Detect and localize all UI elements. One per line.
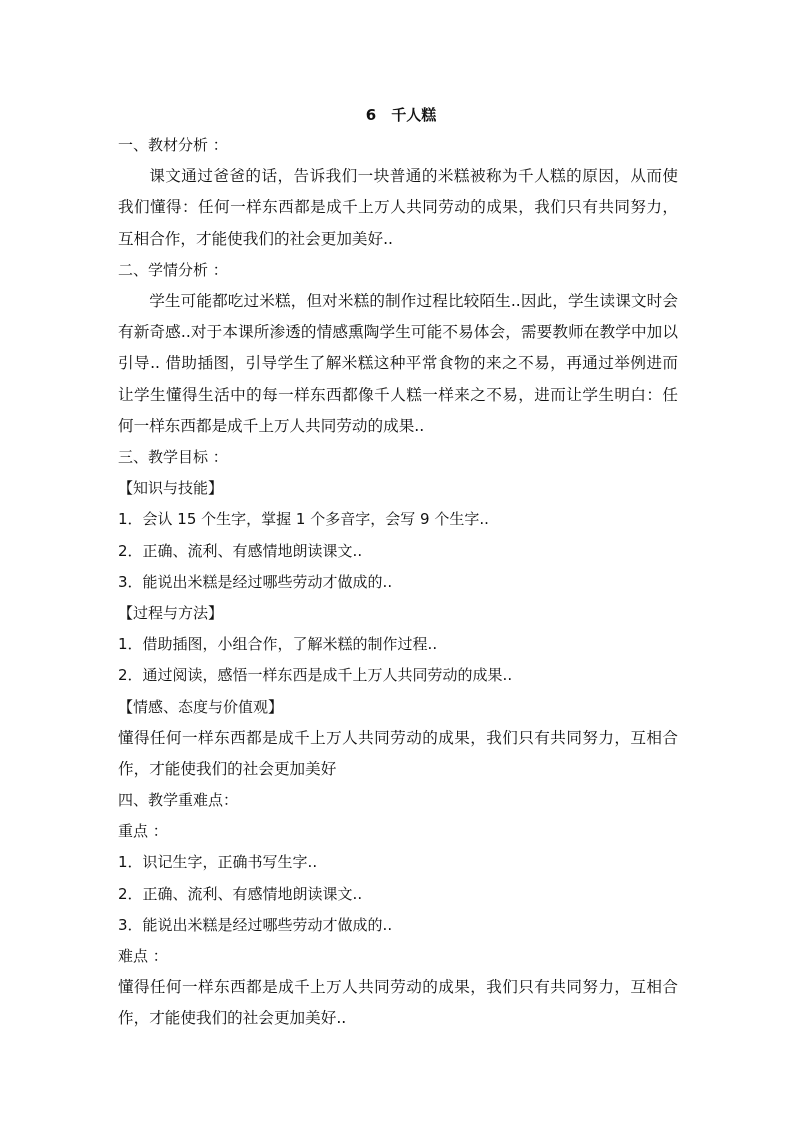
subheading-difficulty: 难点 ：	[118, 947, 168, 966]
page-title: 6 千人糕	[365, 106, 437, 124]
section-heading-goals: 三、教学目标 ：	[118, 448, 228, 466]
list-item: 2．正确、流利、有感情地朗读课文..	[118, 541, 363, 560]
section-heading-analysis: 一、教材分析 ：	[118, 136, 228, 154]
subheading-key: 重点 ：	[118, 822, 168, 841]
subheading-knowledge: 【知识与技能】	[118, 479, 224, 498]
list-item: 3．能说出米糕是经过哪些劳动才做成的..	[118, 572, 393, 591]
emotion-paragraph: 懂得任何一样东西都是成千上万人共同劳动的成果，我们只有共同努力，互相合作，才能使我们的社会更加美好	[118, 728, 678, 778]
subheading-process: 【过程与方法】	[118, 603, 224, 622]
list-item: 1．会认 15 个生字，掌握 1 个多音字，会写 9 个生字..	[118, 510, 489, 529]
list-item: 1．识记生字，正确书写生字..	[118, 853, 318, 872]
difficulty-paragraph: 懂得任何一样东西都是成千上万人共同劳动的成果，我们只有共同努力，互相合作，才能使我们的社会更加美好..	[118, 978, 678, 1028]
list-item: 2．通过阅读，感悟一样东西是成千上万人共同劳动的成果..	[118, 666, 513, 685]
document-page	[118, 100, 678, 1035]
students-paragraph: 学生可能都吃过米糕，但对米糕的制作过程比较陌生..因此，学生读课文时会有新奇感..对于本课所渗透的情感熏陶学生可能不易体会，需要教师在教学中加以引导.. 借助插图，引导学生了解米糕这种平常食物的来之不易，再通过举例进而让学生懂得生活中的每一样东西都像千人糕一样来之不易，进而让学生明白：任何一样东西都是成千上万人共同劳动的成果..	[118, 291, 678, 435]
subheading-emotion: 【情感、态度与价值观】	[118, 697, 284, 716]
section-heading-students: 二、学情分析 ：	[118, 260, 228, 279]
analysis-paragraph: 课文通过爸爸的话，告诉我们一块普通的米糕被称为千人糕的原因，从而使我们懂得：任何一样东西都是成千上万人共同劳动的成果，我们只有共同努力，互相合作，才能使我们的社会更加美好..	[118, 167, 678, 248]
list-item: 1．借助插图，小组合作，了解米糕的制作过程..	[118, 635, 438, 654]
list-item: 3．能说出米糕是经过哪些劳动才做成的..	[118, 915, 393, 934]
list-item: 2．正确、流利、有感情地朗读课文..	[118, 884, 363, 903]
section-heading-keypoints: 四、教学重难点：	[118, 791, 239, 810]
